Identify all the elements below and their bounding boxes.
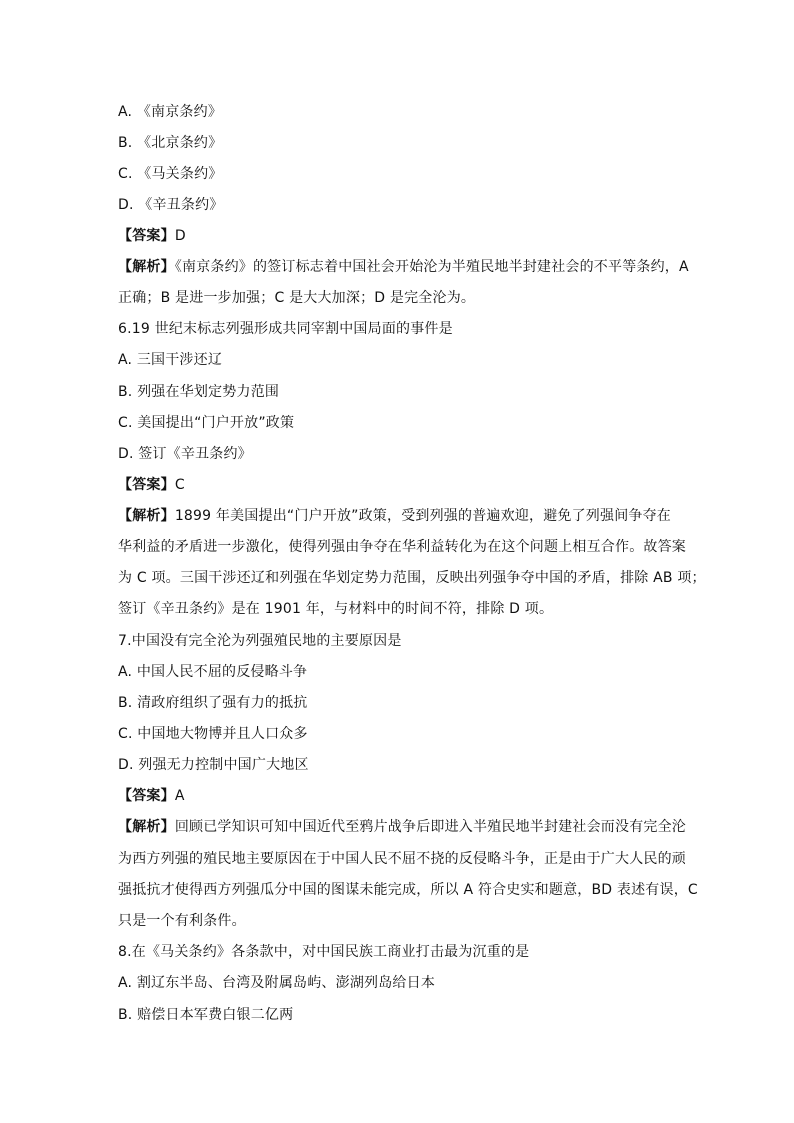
analysis-label: 【解析】 [118, 819, 175, 835]
q7-analysis-line-4: 只是一个有利条件。 [118, 913, 246, 929]
q6-question: 6.19 世纪末标志列强形成共同宰割中国局面的事件是 [118, 321, 453, 337]
answer-label: 【答案】 [118, 788, 175, 804]
q6-option-a: A. 三国干涉还辽 [118, 352, 223, 368]
q5-answer [118, 226, 678, 246]
analysis-text: 1899 年美国提出“门户开放”政策，受到列强的普遍欢迎，避免了列强间争夺在 [174, 508, 671, 524]
analysis-text: 《南京条约》的签订标志着中国社会开始沦为半殖民地半封建社会的不平等条约，A [174, 259, 689, 275]
q6-analysis-line-3: 为 C 项。三国干涉还辽和列强在华划定势力范围，反映出列强争夺中国的矛盾，排除 AB 项； [118, 570, 706, 586]
q8-option-a: A. 割辽东半岛、台湾及附属岛屿、澎湖列岛给日本 [118, 975, 436, 991]
q6-option-d: D. 签订《辛丑条约》 [118, 446, 252, 462]
analysis-label: 【解析】 [118, 259, 175, 275]
q6-analysis-line-4: 签订《辛丑条约》是在 1901 年，与材料中的时间不符，排除 D 项。 [118, 601, 554, 617]
q6-option-b: B. 列强在华划定势力范围 [118, 384, 280, 400]
q7-analysis-line-2: 为西方列强的殖民地主要原因在于中国人民不屈不挠的反侵略斗争，正是由于广大人民的顽 [118, 851, 686, 867]
q5-option-d: D. 《辛丑条约》 [118, 197, 224, 213]
q8-option-b: B. 赔偿日本军费白银二亿两 [118, 1007, 294, 1023]
answer-value: D [174, 228, 186, 244]
q6-analysis-line-1 [118, 506, 678, 526]
answer-value: A [174, 788, 185, 804]
q7-analysis-line-1 [118, 817, 687, 837]
q7-analysis-line-3: 强抵抗才使得西方列强瓜分中国的图谋未能完成，所以 A 符合史实和题意，BD 表述有误，C [118, 882, 698, 898]
q5-option-c: C. 《马关条约》 [118, 166, 223, 182]
q6-option-c: C. 美国提出“门户开放”政策 [118, 415, 295, 431]
q7-option-b: B. 清政府组织了强有力的抵抗 [118, 695, 308, 711]
q6-answer [118, 475, 678, 495]
q5-option-b: B. 《北京条约》 [118, 135, 223, 151]
analysis-label: 【解析】 [118, 508, 175, 524]
q5-option-a: A. 《南京条约》 [118, 104, 223, 120]
q5-analysis-line-1 [118, 257, 689, 277]
q7-option-c: C. 中国地大物博并且人口众多 [118, 726, 308, 742]
q5-analysis-line-2: 正确；B 是进一步加强；C 是大大加深；D 是完全沦为。 [118, 290, 476, 306]
answer-label: 【答案】 [118, 477, 175, 493]
q7-option-a: A. 中国人民不屈的反侵略斗争 [118, 664, 308, 680]
q7-question: 7.中国没有完全沦为列强殖民地的主要原因是 [118, 633, 402, 649]
q7-option-d: D. 列强无力控制中国广大地区 [118, 757, 309, 773]
analysis-text: 回顾已学知识可知中国近代至鸦片战争后即进入半殖民地半封建社会而没有完全沦 [174, 819, 687, 835]
answer-value: C [174, 477, 185, 493]
q8-question: 8.在《马关条约》各条款中，对中国民族工商业打击最为沉重的是 [118, 944, 530, 960]
q7-answer [118, 786, 678, 806]
answer-label: 【答案】 [118, 228, 175, 244]
q6-analysis-line-2: 华利益的矛盾进一步激化，使得列强由争夺在华利益转化为在这个问题上相互合作。故答案 [118, 539, 686, 555]
